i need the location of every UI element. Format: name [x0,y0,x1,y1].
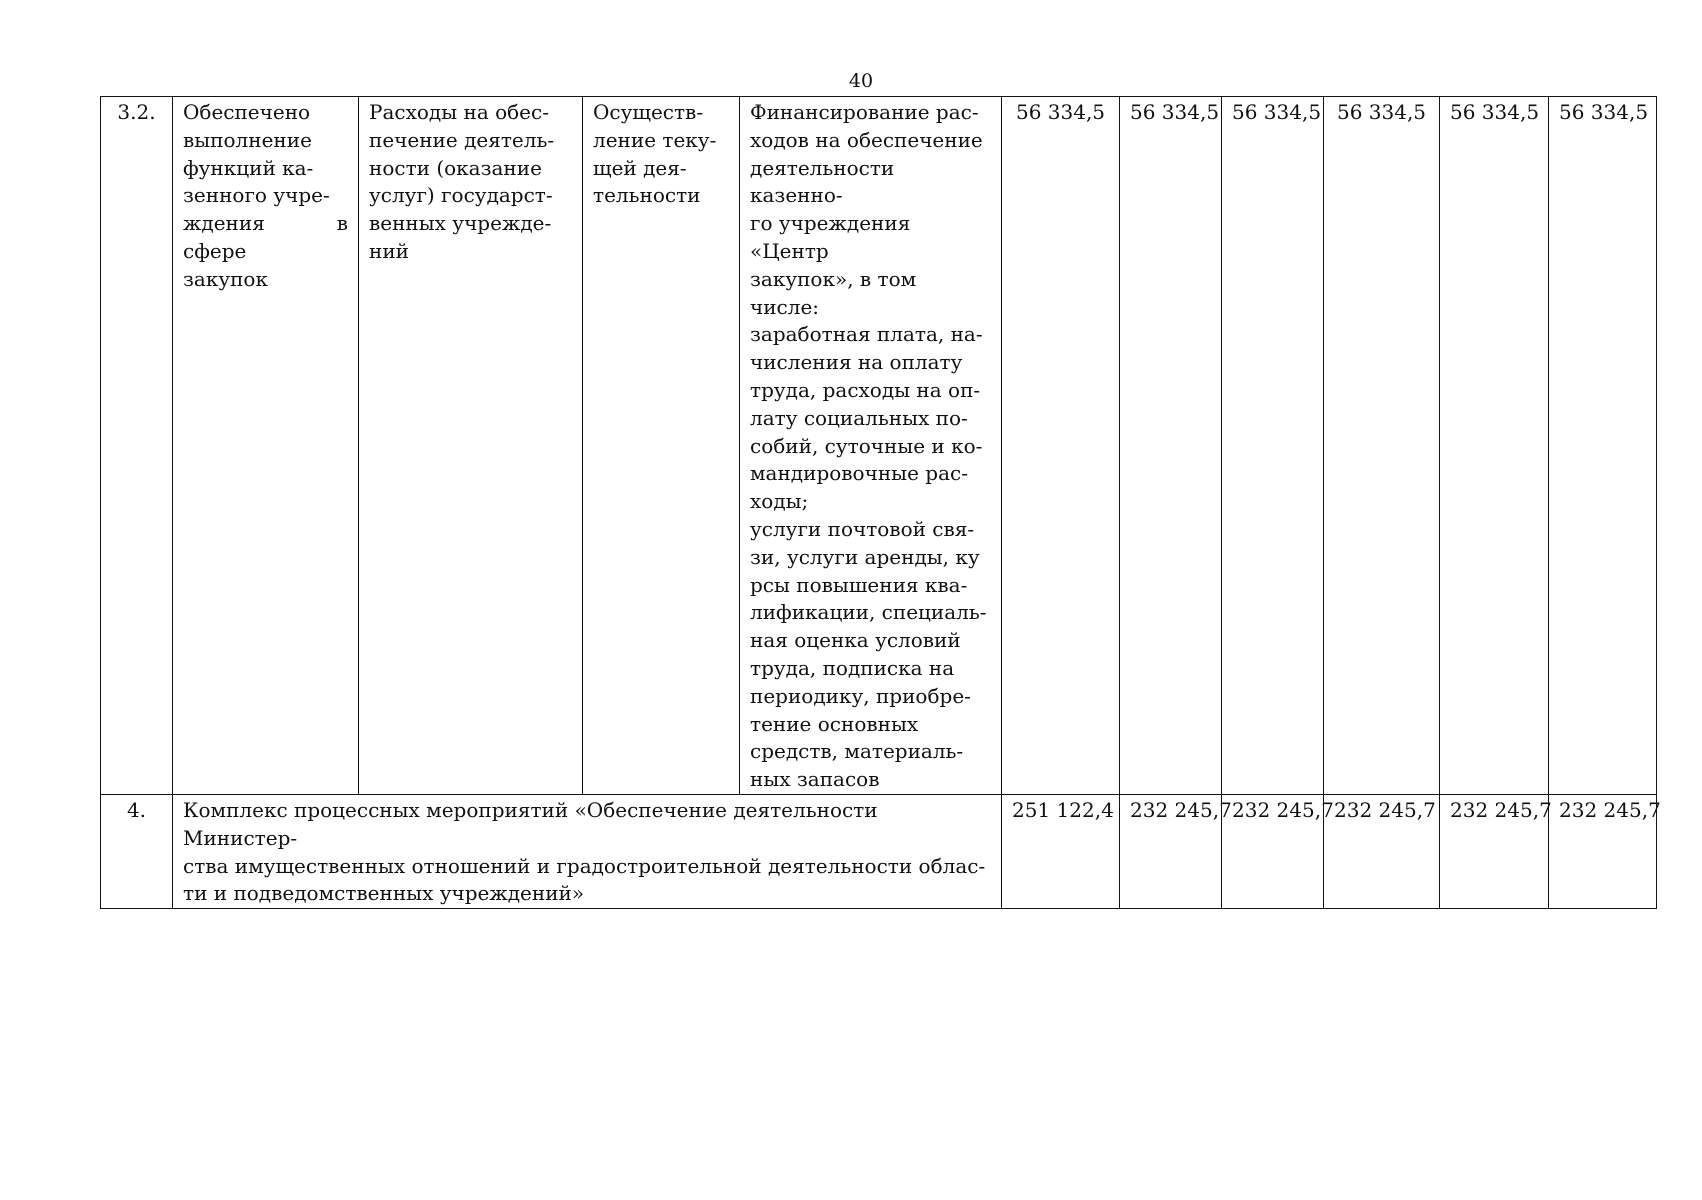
result-text: Обеспечено выполнение функций ка- зенного учре- ждения в сфере закупок [183,100,348,291]
expense-type-text: Расходы на обес- печение деятель- ности (оказание услуг) государст- венных учрежде- ний [369,100,555,263]
value-cell: 56 334,5 [1440,97,1549,795]
row-number: 4. [101,794,173,908]
table-row [101,97,1657,795]
value-cell: 232 245,7 [1440,794,1549,908]
activity-cell [583,97,740,795]
value-cell: 56 334,5 [1120,97,1222,795]
activity-text: Осуществ- ление теку- щей дея- тельности [593,100,717,208]
value-cell: 232 245,7 [1222,794,1324,908]
description-cell [740,97,1002,795]
value-cell: 232 245,7 [1549,794,1657,908]
expense-type-cell [359,97,583,795]
budget-table [100,96,1661,909]
value-cell: 232 245,7 [1120,794,1222,908]
page-number: 40 [848,70,874,92]
value-cell: 56 334,5 [1324,97,1440,795]
value-cell: 56 334,5 [1549,97,1657,795]
value-cell: 56 334,5 [1002,97,1120,795]
result-cell [173,97,359,795]
value-cell: 232 245,7 [1324,794,1440,908]
value-cell: 56 334,5 [1222,97,1324,795]
description-text: Финансирование рас- ходов на обеспечение деятельности казенно- го учреждения «Центр закупок», в том числе: заработная плата, на- числения на оплату труда, расходы на оп- лату социальных по- собий, суточные и ко- мандировочные рас- ходы; услуги почтовой свя- зи, услуги аренды, ку рсы повышения ква- лификации, специаль- ная оценка условий труда, подписка на периодику, приобре- тение основных средств, материаль- ных запасов [750,100,987,792]
complex-title-text: Комплекс процессных мероприятий «Обеспечение деятельности Министер- ства имущественных отношений и градостроительной деятельности облас- ти и подведомственных учреждений» [183,797,986,906]
table-row [101,794,1657,908]
complex-title-cell [173,794,1002,908]
row-number: 3.2. [101,97,173,795]
value-cell: 251 122,4 [1002,794,1120,908]
